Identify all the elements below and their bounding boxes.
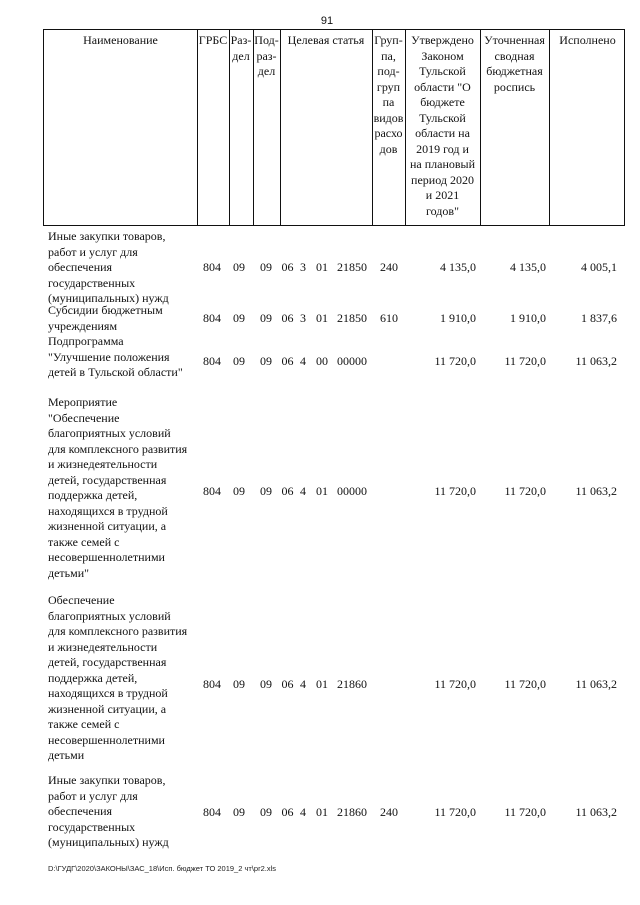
header-approved: Утверждено Законом Тульской области "О бюджете Тульской области на 2019 год и на плановый период 2020 и 2021 годов" [409, 33, 476, 218]
column-divider [549, 30, 550, 225]
header-name: Наименование [83, 33, 158, 47]
cell-target-subprogram: 4 [300, 484, 306, 498]
header-podrazdel: Под- раз- дел [254, 33, 279, 78]
cell-grbs: 804 [203, 311, 221, 325]
cell-podrazdel: 09 [260, 677, 272, 691]
cell-razdel: 09 [233, 484, 245, 498]
row-name: Мероприятие "Обеспечение благоприятных условий для комплексного развития и жизнедеятельности детей, государственная поддержка детей, находящихся в трудной жизненной ситуации, а также семей с несовершеннолетними детьми" [48, 395, 188, 580]
cell-razdel: 09 [233, 260, 245, 274]
cell-approved: 4 135,0 [440, 260, 476, 274]
cell-refined: 11 720,0 [504, 484, 546, 498]
header-group: Груп- па, под- груп па видов расхо дов [373, 33, 404, 156]
cell-refined: 11 720,0 [504, 354, 546, 368]
cell-approved: 11 720,0 [434, 354, 476, 368]
cell-expense-group: 240 [380, 260, 398, 274]
cell-grbs: 804 [203, 260, 221, 274]
column-divider [197, 30, 198, 225]
cell-podrazdel: 09 [260, 260, 272, 274]
cell-executed: 1 837,6 [581, 311, 617, 325]
cell-approved: 1 910,0 [440, 311, 476, 325]
cell-expense-group: 240 [380, 805, 398, 819]
cell-grbs: 804 [203, 354, 221, 368]
row-name: Субсидии бюджетным учреждениям [48, 303, 163, 333]
cell-target-program: 06 [281, 677, 294, 691]
header-target-article: Целевая статья [287, 33, 365, 47]
cell-executed: 4 005,1 [581, 260, 617, 274]
row-name: Иные закупки товаров, работ и услуг для обеспечения государственных (муниципальных) нужд [48, 229, 169, 305]
cell-refined: 11 720,0 [504, 805, 546, 819]
cell-podrazdel: 09 [260, 805, 272, 819]
cell-refined: 4 135,0 [510, 260, 546, 274]
cell-approved: 11 720,0 [434, 484, 476, 498]
cell-target-direction: 00000 [337, 484, 367, 498]
cell-target-measure: 01 [316, 260, 328, 274]
cell-podrazdel: 09 [260, 354, 272, 368]
cell-razdel: 09 [233, 805, 245, 819]
cell-target-measure: 01 [316, 677, 328, 691]
cell-podrazdel: 09 [260, 311, 272, 325]
cell-target-direction: 21860 [337, 805, 367, 819]
row-name: Обеспечение благоприятных условий для комплексного развития и жизнедеятельности детей, государственная поддержка детей, находящихся в трудной жизненной ситуации, а также семей с несовершеннолетними детьми [48, 593, 188, 762]
header-grbs: ГРБС [198, 33, 228, 47]
cell-executed: 11 063,2 [575, 677, 617, 691]
cell-expense-group: 610 [380, 311, 398, 325]
cell-razdel: 09 [233, 354, 245, 368]
cell-target-program: 06 [281, 805, 294, 819]
cell-refined: 11 720,0 [504, 677, 546, 691]
cell-executed: 11 063,2 [575, 805, 617, 819]
cell-executed: 11 063,2 [575, 484, 617, 498]
page-number: 91 [320, 15, 334, 27]
cell-grbs: 804 [203, 484, 221, 498]
cell-target-subprogram: 4 [300, 805, 306, 819]
cell-target-measure: 01 [316, 311, 328, 325]
row-name: Иные закупки товаров, работ и услуг для обеспечения государственных (муниципальных) нужд [48, 773, 169, 849]
cell-razdel: 09 [233, 677, 245, 691]
header-refined: Уточненная сводная бюджетная роспись [484, 33, 545, 94]
cell-razdel: 09 [233, 311, 245, 325]
cell-executed: 11 063,2 [575, 354, 617, 368]
cell-target-program: 06 [281, 484, 294, 498]
cell-target-subprogram: 4 [300, 354, 306, 368]
cell-approved: 11 720,0 [434, 677, 476, 691]
cell-target-direction: 21850 [337, 260, 367, 274]
cell-target-direction: 21850 [337, 311, 367, 325]
column-divider [280, 30, 281, 225]
cell-target-measure: 01 [316, 805, 328, 819]
cell-target-subprogram: 3 [300, 311, 306, 325]
cell-target-direction: 00000 [337, 354, 367, 368]
cell-target-measure: 01 [316, 484, 328, 498]
cell-grbs: 804 [203, 677, 221, 691]
header-executed: Исполнено [559, 33, 616, 47]
cell-approved: 11 720,0 [434, 805, 476, 819]
header-razdel: Раз- дел [230, 33, 252, 63]
cell-refined: 1 910,0 [510, 311, 546, 325]
cell-target-program: 06 [281, 311, 294, 325]
cell-podrazdel: 09 [260, 484, 272, 498]
row-name: Подпрограмма "Улучшение положения детей в Тульской области" [48, 334, 183, 379]
cell-target-subprogram: 3 [300, 260, 306, 274]
cell-target-subprogram: 4 [300, 677, 306, 691]
cell-grbs: 804 [203, 805, 221, 819]
cell-target-measure: 00 [316, 354, 328, 368]
cell-target-direction: 21860 [337, 677, 367, 691]
cell-target-program: 06 [281, 260, 294, 274]
file-path-footer: D:\ГУДГ\2020\ЗАКОНЫ\ЗАС_18\Исп. бюджет ТО 2019_2 чт\pr2.xls [48, 864, 276, 873]
table-header [43, 29, 625, 226]
cell-target-program: 06 [281, 354, 294, 368]
